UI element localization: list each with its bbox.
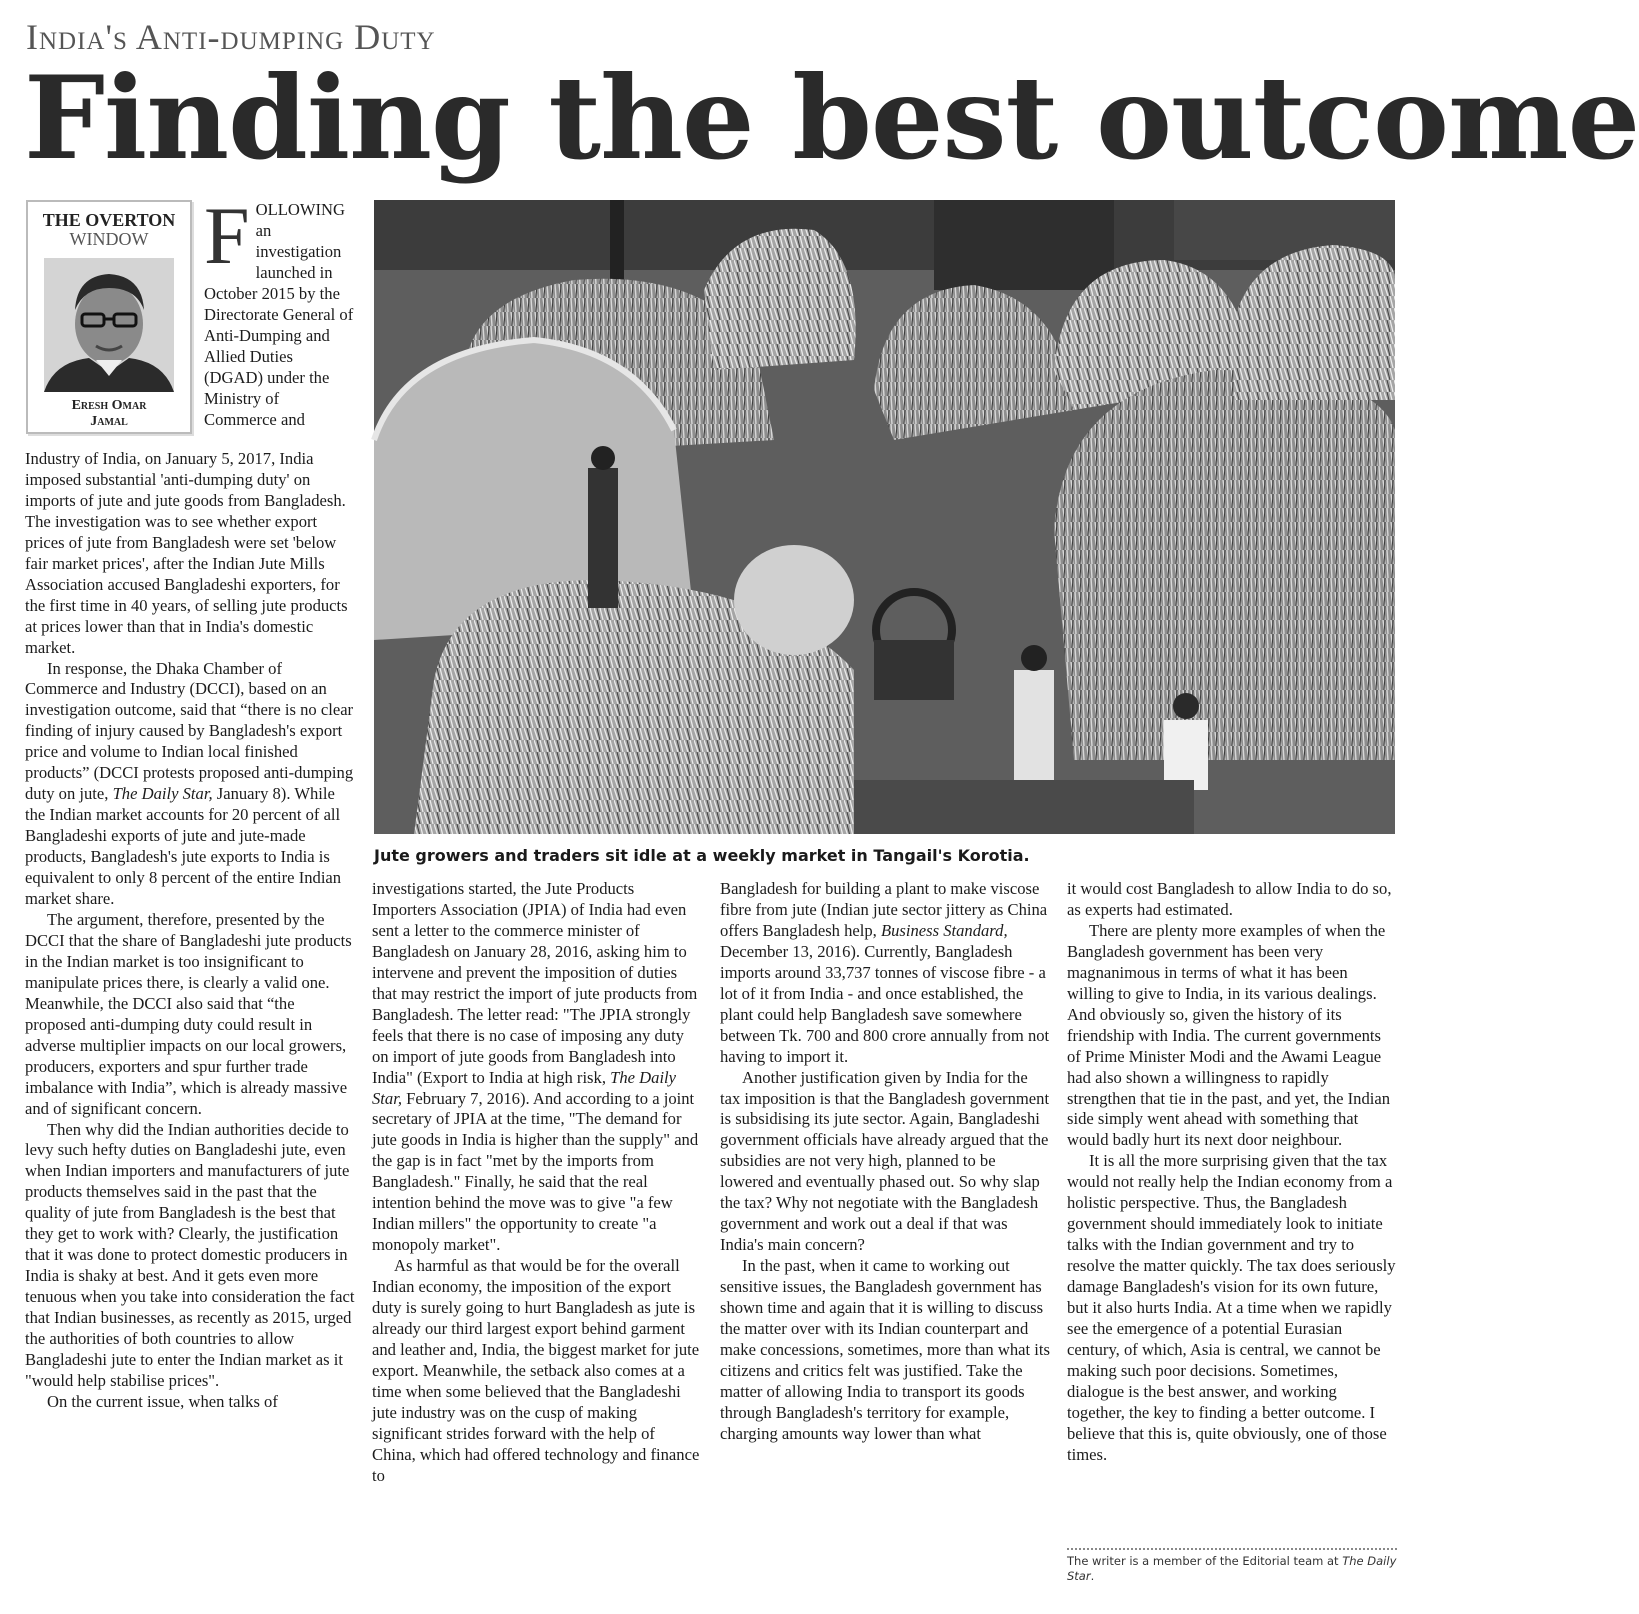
article-headline: Finding the best outcome bbox=[24, 51, 1639, 185]
author-footnote: The writer is a member of the Editorial team at The Daily Star. bbox=[1067, 1548, 1397, 1584]
paragraph: investigations started, the Jute Products Importers Association (JPIA) of India had even sent a letter to the commerce minister of Bangladesh on January 28, 2016, asking him to intervene and prevent the imposition of duties that may restrict the import of jute products from Bangladesh. The letter read: "The JPIA strongly feels that there is no case of imposing any duty on import of jute goods from Bangladesh into India" (Export to India at high risk, The Daily Star, February 7, 2016). And according to a joint secretary of JPIA at the time, "The demand for jute goods in India is higher than the supply" and the gap is in fact "met by the imports from Bangladesh." Finally, he said that the real intention behind the move was to give "a few Indian millers" the opportunity to create "a monopoly market". bbox=[372, 879, 699, 1255]
paragraph: Bangladesh for building a plant to make viscose fibre from jute (Indian jute sector jittery as China offers Bangladesh help, Business Standard, December 13, 2016). Currently, Bangladesh imports around 33,737 tonnes of viscose fibre - a lot of it from India - and once established, the plant could help Bangladesh save somewhere between Tk. 700 and 800 crore annually from not having to import it. bbox=[720, 879, 1050, 1066]
photo-caption: Jute growers and traders sit idle at a weekly market in Tangail's Korotia. bbox=[374, 846, 1030, 865]
lead-paragraph-start: OLLOWING an investigation launched in October 2015 by the Directorate General of Anti-Dumping and Allied Duties (DGAD) under the Ministry of Commerce and bbox=[204, 200, 354, 429]
paragraph: In response, the Dhaka Chamber of Commerce and Industry (DCCI), based on an investigation outcome, said that “there is no clear finding of injury caused by Bangladesh's export price and volume to Indian local finished products” (DCCI protests proposed anti-dumping duty on jute, The Daily Star, January 8). While the Indian market accounts for 20 percent of all Bangladeshi exports of jute and jute-made products, Bangladesh's jute exports to India is equivalent to only 8 percent of the entire Indian market share. bbox=[25, 658, 354, 909]
drop-cap: F bbox=[204, 190, 250, 281]
paragraph: On the current issue, when talks of bbox=[47, 1391, 278, 1411]
paragraph: Another justification given by India for the tax imposition is that the Bangladesh government is subsidising its jute sector. Again, Bangladeshi government officials have already argued that the subsidies are not very high, planned to be lowered and eventually phased out. So why slap the tax? Why not negotiate with the Bangladesh government and work out a deal if that was India's main concern? bbox=[720, 1067, 1050, 1255]
citation: Business Standard, bbox=[880, 920, 1008, 940]
article-column-2 bbox=[372, 879, 702, 1487]
paragraph: There are plenty more examples of when the Bangladesh government has been very magnanimous in terms of what it has been willing to give to India, in its various dealings. And obviously so, given the history of its friendship with India. The current governments of Prime Minister Modi and the Awami League had also shown a willingness to rapidly strengthen that tie in the past, and yet, the Indian side simply went ahead with something that would badly hurt its next door neighbour. bbox=[1067, 920, 1391, 1150]
citation: The Daily Star, bbox=[372, 1067, 677, 1108]
article-column-1-top bbox=[204, 190, 354, 430]
paragraph: it would cost Bangladesh to allow India to do so, as experts had estimated. bbox=[1067, 879, 1392, 919]
author-portrait-icon bbox=[44, 258, 174, 392]
column-name: THE OVERTON bbox=[42, 210, 176, 230]
paragraph: The argument, therefore, presented by the DCCI that the share of Bangladeshi jute products in the Indian market is too insignificant to manipulate prices there, is clearly a valid one. Meanwhile, the DCCI also said that “the proposed anti-dumping duty could result in adverse multiplier impacts on our local growers, producers, exporters and spur further trade imbalance with India”, which is already massive and of significant concern. bbox=[25, 909, 352, 1118]
article-column-3 bbox=[720, 879, 1050, 1445]
author-name-line1: Eresh Omar bbox=[71, 398, 147, 413]
column-subtitle: WINDOW bbox=[69, 229, 149, 249]
article-column-4 bbox=[1067, 879, 1397, 1466]
author-name-line2: Jamal bbox=[90, 414, 128, 429]
paragraph: Industry of India, on January 5, 2017, India imposed substantial 'anti-dumping duty' on imports of jute and jute goods from Bangladesh. The investigation was to see whether export prices of jute from Bangladesh were set 'below fair market prices', after the Indian Jute Mills Association accused Bangladeshi exporters, for the first time in 40 years, of selling jute products at prices lower than that in India's domestic market. bbox=[25, 449, 348, 657]
article-column-1 bbox=[25, 449, 355, 1413]
author-portrait bbox=[44, 258, 174, 392]
article-kicker: India's Anti-dumping Duty bbox=[26, 17, 436, 57]
citation: The Daily Star bbox=[1067, 1554, 1397, 1583]
paragraph: As harmful as that would be for the overall Indian economy, the imposition of the export duty is surely going to hurt Bangladesh as jute is already our third largest export behind garment and leather and, India, the biggest market for jute export. Meanwhile, the setback also comes at a time when some believed that the Bangladeshi jute industry was on the cusp of making significant strides forward with the help of China, which had offered technology and finance to bbox=[372, 1256, 700, 1485]
citation: The Daily Star, bbox=[112, 784, 213, 804]
paragraph: In the past, when it came to working out sensitive issues, the Bangladesh government has shown time and again that it is willing to discuss the matter over with its Indian counterpart and make concessions, sometimes, more than what its citizens and critics felt was justified. Take the matter of allowing India to transport its goods through Bangladesh's territory for example, charging amounts way lower than what bbox=[720, 1256, 1050, 1443]
paragraph: Then why did the Indian authorities decide to levy such hefty duties on Bangladeshi jute, even when Indian importers and manufacturers of jute products themselves said in the past that the quality of jute from Bangladesh is the best that they get to work with? Clearly, the justification that it was done to protect domestic producers in India is shaky at best. And it gets even more tenuous when you take into consideration the fact that Indian businesses, as recently as 2015, urged the authorities of both countries to allow Bangladeshi jute to enter the Indian market as it "would help stabilise prices". bbox=[25, 1119, 355, 1390]
article-photo bbox=[374, 200, 1395, 834]
paragraph: It is all the more surprising given that the tax would not really help the Indian economy from a holistic perspective. Thus, the Bangladesh government should immediately look to initiate talks with the Indian government and try to resolve the matter quickly. The tax does seriously damage Bangladesh's vision for its own future, but it also hurts India. At a time when we rapidly see the emergence of a potential Eurasian century, of which, Asia is central, we cannot be making such poor decisions. Sometimes, dialogue is the best answer, and working together, the key to finding a better outcome. I believe that this is, quite obviously, one of those times. bbox=[1067, 1151, 1396, 1464]
jute-market-photo bbox=[374, 200, 1395, 834]
column-byline-box bbox=[26, 200, 192, 434]
